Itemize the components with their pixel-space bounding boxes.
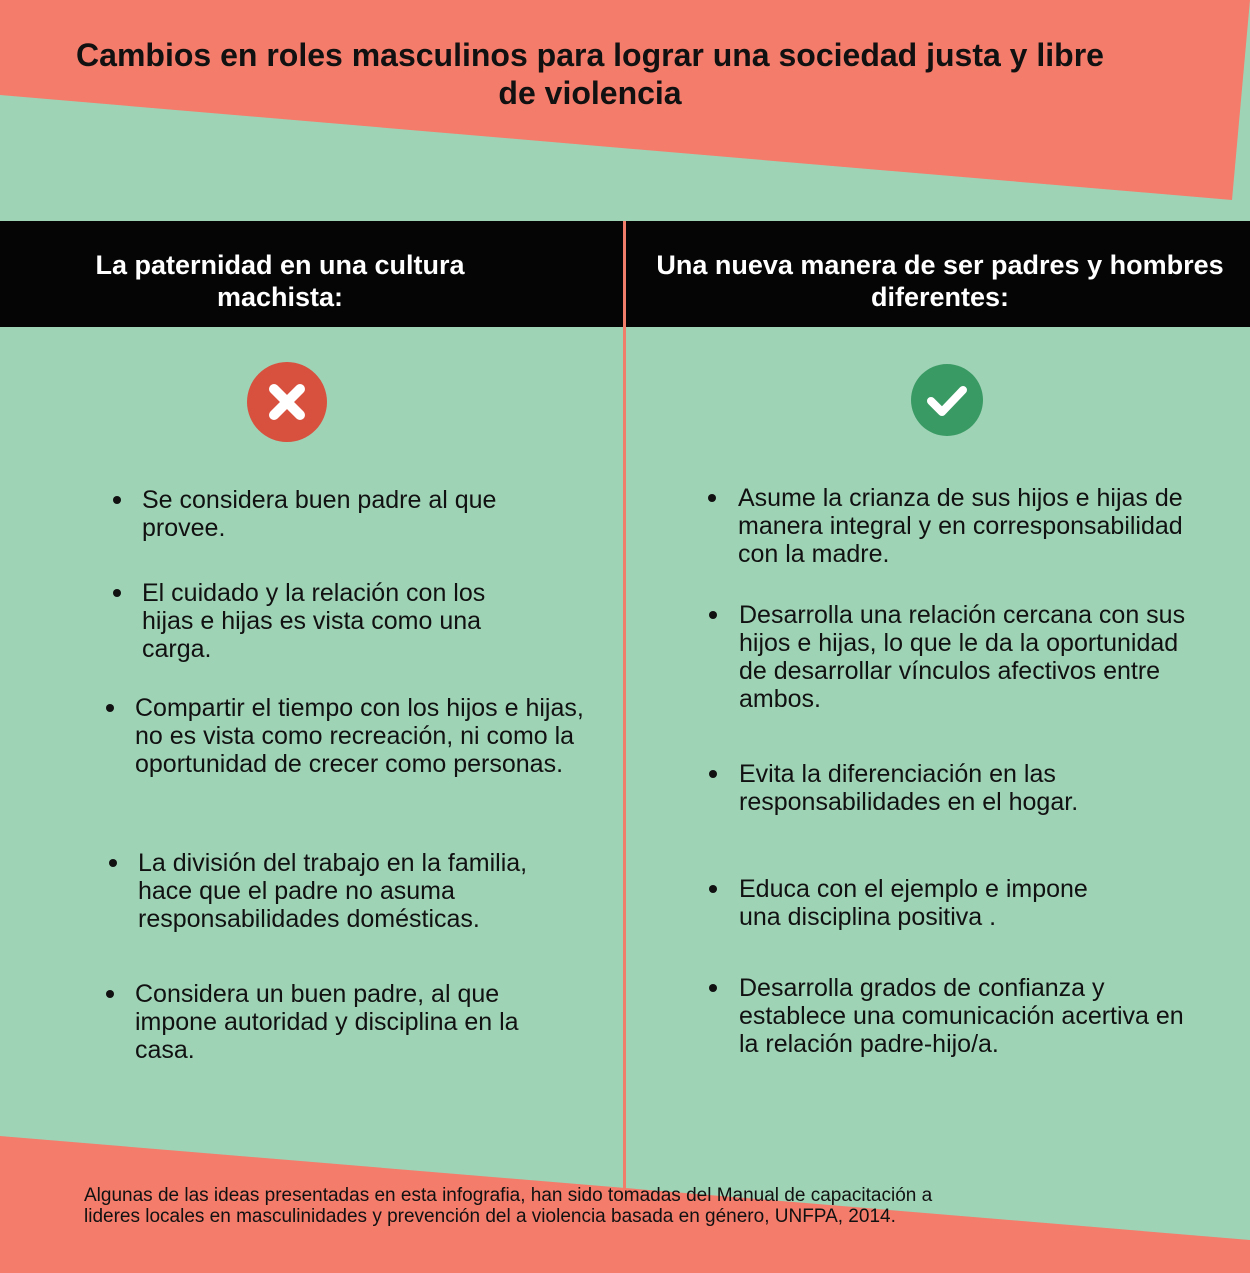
footnote: Algunas de las ideas presentadas en esta infografia, han sido tomadas del Manual de capacitación a lideres locales en masculinidades y prevención del a violencia basada en género, UNFPA, 2014. [84,1185,933,1227]
list-bullet [709,984,717,992]
list-item: El cuidado y la relación con los hijas e hijas es vista como una carga. [142,579,486,663]
page-title: Cambios en roles masculinos para lograr una sociedad justa y libre de violencia [76,37,1104,111]
list-item: La división del trabajo en la familia, hace que el padre no asuma responsabilidades domésticas. [138,849,528,933]
list-item: Compartir el tiempo con los hijos e hijas, no es vista como recreación, ni como la oportunidad de crecer como personas. [135,694,584,778]
list-item: Educa con el ejemplo e impone una disciplina positiva . [739,875,1088,931]
right-column-heading: Una nueva manera de ser padres y hombres diferentes: [656,250,1224,312]
column-divider [623,221,626,1189]
list-bullet [709,770,717,778]
list-item: Se considera buen padre al que provee. [142,486,497,542]
list-item: Desarrolla grados de confianza y establece una comunicación acertiva en la relación padre-hijo/a. [739,974,1184,1058]
list-item: Asume la crianza de sus hijos e hijas de manera integral y en corresponsabilidad con la madre. [738,484,1183,568]
left-column-heading: La paternidad en una cultura machista: [95,250,465,312]
list-item: Evita la diferenciación en las responsabilidades en el hogar. [739,760,1079,816]
list-bullet [709,885,717,893]
list-bullet [106,704,114,712]
list-bullet [708,494,716,502]
list-bullet [709,611,717,619]
list-item: Desarrolla una relación cercana con sus hijos e hijas, lo que le da la oportunidad de desarrollar vínculos afectivos entre ambos. [739,601,1186,713]
cross-icon [247,362,327,442]
list-item: Considera un buen padre, al que impone autoridad y disciplina en la casa. [135,980,519,1064]
list-bullet [106,990,114,998]
list-bullet [113,589,121,597]
list-bullet [109,859,117,867]
check-icon [907,360,987,440]
list-bullet [113,496,121,504]
